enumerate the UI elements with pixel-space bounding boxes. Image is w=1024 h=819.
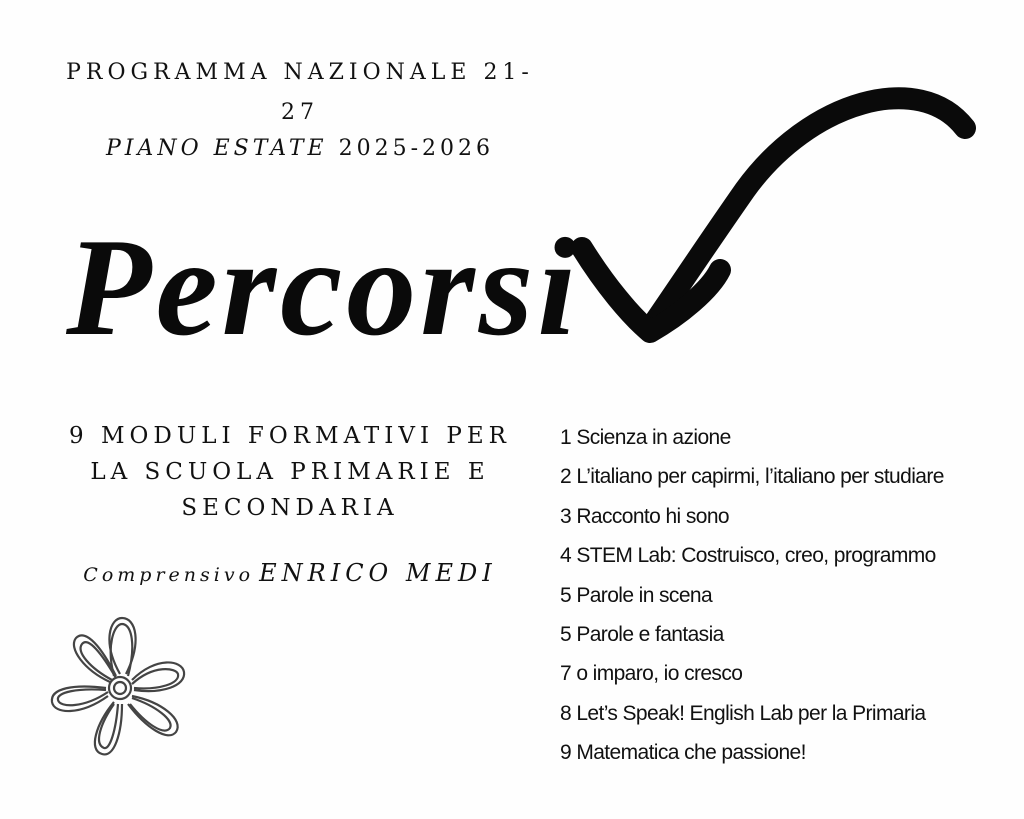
list-item: 5 Parole e fantasia: [560, 622, 724, 646]
list-item: 4 STEM Lab: Costruisco, creo, programmo: [560, 544, 936, 568]
list-item: 1 Scienza in azione: [560, 426, 731, 449]
list-item: 3 Racconto hi sono: [560, 504, 729, 528]
plan-name: PIANO ESTATE: [105, 136, 328, 161]
list-item: 2 L’italiano per capirmi, l’italiano per studiare: [560, 465, 944, 489]
modules-description-line: SECONDARIA: [181, 495, 399, 521]
plan-years: 2025-2026: [338, 136, 495, 161]
modules-description: [30, 418, 550, 526]
flower-doodle-icon: [44, 612, 196, 764]
list-item: 7 o imparo, io cresco: [560, 662, 743, 686]
list-item: 5 Parole in scena: [560, 583, 713, 607]
modules-description-line: LA SCUOLA PRIMARIE E: [90, 459, 490, 485]
program-title: PROGRAMMA NAZIONALE 21-: [66, 60, 534, 85]
module-list: [560, 420, 1010, 775]
curved-arrow-icon: [560, 80, 980, 360]
plan-subtitle: [20, 134, 580, 164]
school-title: ENRICO MEDI: [259, 559, 497, 587]
school-prefix: Comprensivo: [83, 564, 255, 586]
modules-description-line: 9 MODULI FORMATIVI PER: [69, 423, 511, 449]
program-title-continued: 27: [281, 100, 319, 125]
list-item: 9 Matematica che passione!: [560, 741, 806, 765]
list-item: 8 Let’s Speak! English Lab per la Primaria: [560, 701, 926, 725]
school-name: [30, 556, 550, 593]
main-title: Percorsi: [66, 210, 581, 365]
